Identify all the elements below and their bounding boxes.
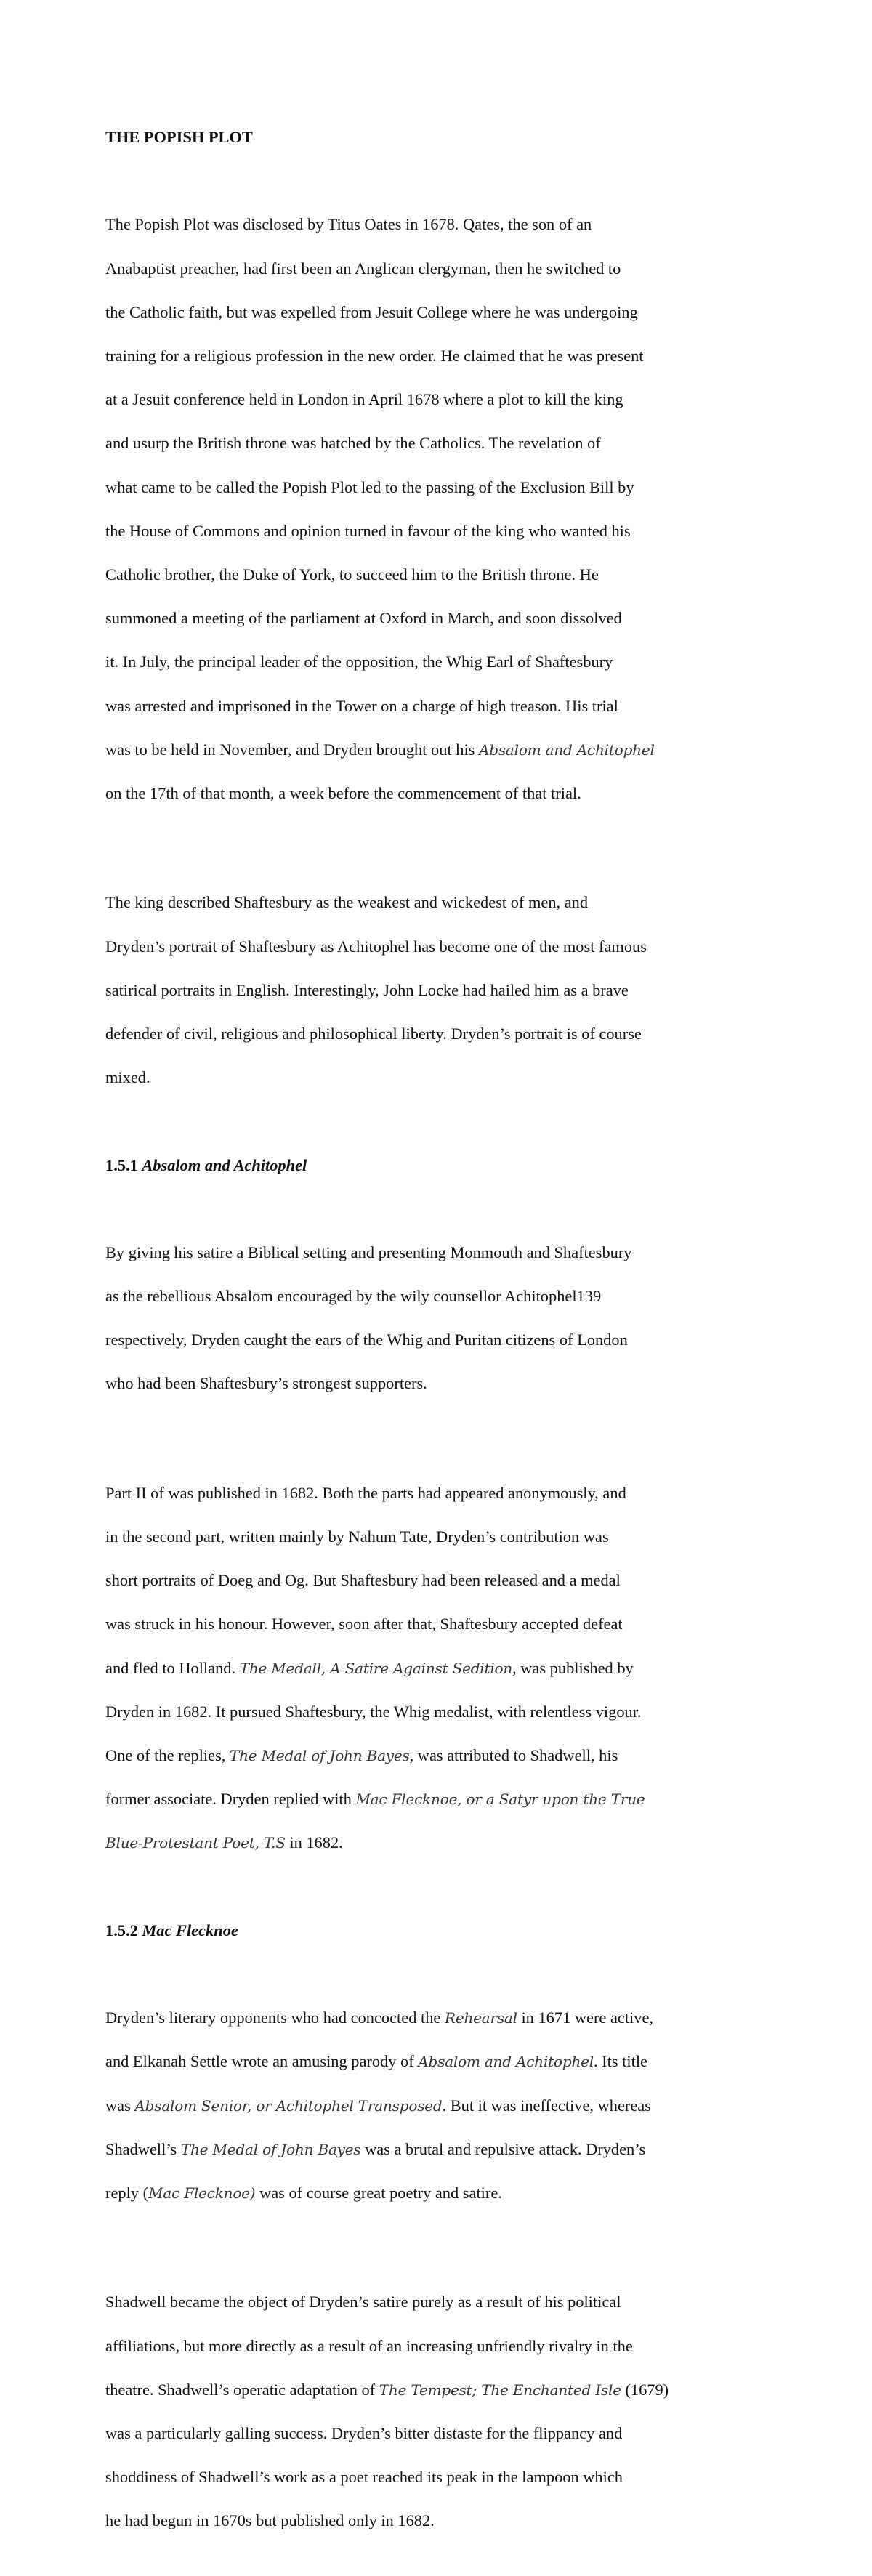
work-title: Absalom and Achitophel <box>479 740 655 759</box>
text-line: the Catholic faith, but was expelled from Jesuit College where he was undergoing <box>105 302 638 321</box>
paragraph-popish-plot <box>105 192 781 826</box>
paragraph-opponents <box>105 1985 781 2226</box>
paragraph-shadwell <box>105 2269 781 2553</box>
text-run: theatre. Shadwell’s operatic adaptation of <box>105 2380 379 2399</box>
text-line: Dryden’s portrait of Shaftesbury as Achitophel has become one of the most famous <box>105 937 647 956</box>
text-line: on the 17th of that month, a week before the commencement of that trial. <box>105 783 581 802</box>
paragraph-portrait <box>105 870 781 1110</box>
text-line: in the second part, written mainly by Nahum Tate, Dryden’s contribution was <box>105 1527 609 1546</box>
section-title: Mac Flecknoe <box>142 1921 238 1939</box>
text-line <box>105 2139 781 2160</box>
text-line: it. In July, the principal leader of the opposition, the Whig Earl of Shaftesbury <box>105 653 613 671</box>
text-line: and usurp the British throne was hatched by the Catholics. The revelation of <box>105 434 601 453</box>
section-heading-mac-flecknoe <box>105 1920 781 1942</box>
text-line: Shadwell became the object of Dryden’s satire purely as a result of his political <box>105 2293 621 2311</box>
work-title: The Medal of John Bayes <box>229 1747 410 1765</box>
text-run: , was published by <box>512 1658 634 1677</box>
text-line: The Popish Plot was disclosed by Titus Oates in 1678. Qates, the son of an <box>105 215 592 234</box>
text-run: in 1671 were active, <box>517 2008 653 2027</box>
work-title: Mac Flecknoe) <box>148 2184 256 2202</box>
work-title: The Medal of John Bayes <box>180 2140 361 2158</box>
text-line: he had begun in 1670s but published only in 1682. <box>105 2511 435 2530</box>
text-line: who had been Shaftesbury’s strongest supporters. <box>105 1374 427 1393</box>
text-line <box>105 1832 781 1854</box>
work-title: Blue-Protestant Poet, T.S <box>105 1834 286 1852</box>
text-line: Catholic brother, the Duke of York, to succeed him to the British throne. He <box>105 565 599 584</box>
text-line <box>105 2095 781 2117</box>
text-line: Dryden in 1682. It pursued Shaftesbury, the Whig medalist, with relentless vigour. <box>105 1702 642 1721</box>
text-line: as the rebellious Absalom encouraged by the wily counsellor Achitophel139 <box>105 1287 602 1306</box>
text-line: satirical portraits in English. Interestingly, John Locke had hailed him as a brave <box>105 980 629 999</box>
text-line: at a Jesuit conference held in London in April 1678 where a plot to kill the king <box>105 390 623 409</box>
document-page <box>105 105 781 2576</box>
text-run: was <box>105 2096 135 2115</box>
text-line: The king described Shaftesbury as the weakest and wickedest of men, and <box>105 893 589 912</box>
document-title: THE POPISH PLOT <box>105 128 253 147</box>
work-title: The Tempest; The Enchanted Isle <box>379 2381 621 2399</box>
section-heading-absalom <box>105 1155 781 1176</box>
text-line: respectively, Dryden caught the ears of the Whig and Puritan citizens of London <box>105 1331 628 1349</box>
text-line <box>105 1788 781 1810</box>
work-title: Absalom and Achitophel <box>418 2053 594 2071</box>
text-line: short portraits of Doeg and Og. But Shaftesbury had been released and a medal <box>105 1571 621 1590</box>
text-line: affiliations, but more directly as a result of an increasing unfriendly rivalry in the <box>105 2336 633 2355</box>
text-line: mixed. <box>105 1068 150 1087</box>
text-run: and Elkanah Settle wrote an amusing parody of <box>105 2052 419 2071</box>
section-number: 1.5.2 <box>105 1921 142 1939</box>
text-line <box>105 2051 781 2072</box>
work-title: Absalom Senior, or Achitophel Transposed <box>134 2096 443 2115</box>
text-line: what came to be called the Popish Plot led to the passing of the Exclusion Bill by <box>105 477 634 496</box>
text-line <box>105 1658 781 1679</box>
text-line: training for a religious profession in the new order. He claimed that he was present <box>105 347 644 366</box>
text-run: . But it was ineffective, whereas <box>442 2096 651 2115</box>
text-line: summoned a meeting of the parliament at Oxford in March, and soon dissolved <box>105 609 622 628</box>
text-line: was arrested and imprisoned in the Tower on a charge of high treason. His trial <box>105 696 618 715</box>
text-run: and fled to Holland. <box>105 1658 240 1677</box>
text-run: Dryden’s literary opponents who had concocted the <box>105 2008 445 2027</box>
text-line <box>105 2182 781 2204</box>
text-line <box>105 2379 781 2401</box>
text-line: Part II of was published in 1682. Both the parts had appeared anonymously, and <box>105 1483 626 1502</box>
text-line <box>105 739 781 761</box>
paragraph-biblical-setting <box>105 1220 781 1417</box>
text-run: Shadwell’s <box>105 2139 181 2158</box>
text-run: . Its title <box>593 2052 647 2071</box>
text-line: By giving his satire a Biblical setting and presenting Monmouth and Shaftesbury <box>105 1243 632 1261</box>
paragraph-part-two <box>105 1461 781 1876</box>
work-title: The Medall, A Satire Against Sedition <box>239 1659 513 1677</box>
text-run: reply ( <box>105 2183 149 2202</box>
text-line: was struck in his honour. However, soon after that, Shaftesbury accepted defeat <box>105 1615 623 1634</box>
text-line: shoddiness of Shadwell’s work as a poet reached its peak in the lampoon which <box>105 2468 623 2487</box>
text-line: Anabaptist preacher, had first been an Anglican clergyman, then he switched to <box>105 259 621 278</box>
work-title: Mac Flecknoe, or a Satyr upon the True <box>355 1790 645 1809</box>
text-run: , was attributed to Shadwell, his <box>409 1746 618 1765</box>
text-run: One of the replies, <box>105 1746 230 1765</box>
text-run: was a brutal and repulsive attack. Dryden’s <box>360 2139 646 2158</box>
text-line: the House of Commons and opinion turned in favour of the king who wanted his <box>105 521 631 540</box>
section-number: 1.5.1 <box>105 1155 142 1174</box>
text-line <box>105 2007 781 2029</box>
text-line <box>105 1745 781 1767</box>
text-line: was a particularly galling success. Dryden’s bitter distaste for the flippancy and <box>105 2423 623 2442</box>
text-run: in 1682. <box>285 1833 343 1852</box>
section-title: Absalom and Achitophel <box>142 1155 307 1174</box>
text-line: defender of civil, religious and philosophical liberty. Dryden’s portrait is of course <box>105 1024 642 1043</box>
text-run: (1679) <box>621 2380 669 2399</box>
text-run: was of course great poetry and satire. <box>255 2183 502 2202</box>
text-run: former associate. Dryden replied with <box>105 1790 356 1809</box>
work-title: Rehearsal <box>444 2009 517 2027</box>
text-run: was to be held in November, and Dryden brought out his <box>105 740 479 759</box>
